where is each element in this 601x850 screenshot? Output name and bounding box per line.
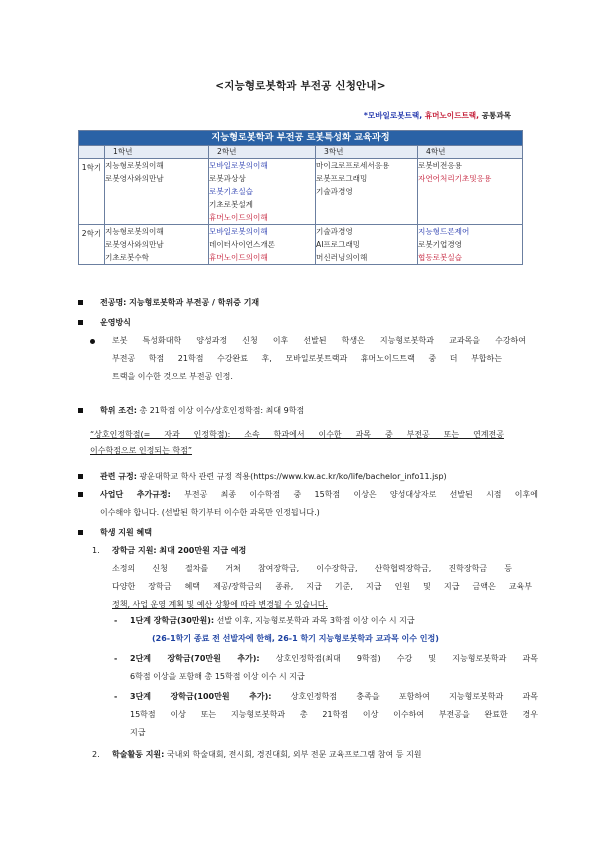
step1-label: 1단계 장학금(30만원): [130,616,215,625]
legend-mobile: *모바일로봇트랙, [363,111,423,120]
course-item: 기술과경영 [316,187,353,196]
course-item: 로봇프로그래밍 [316,174,368,183]
step3-line3: 지급 [130,728,146,737]
course-item: 로봇영사와의만남 [105,174,164,183]
semester-label: 1학기 [79,159,105,225]
course-item: 기술과경영 [316,227,353,236]
course-item: 협동로봇실습 [418,253,463,262]
round-bullet-icon [90,339,95,344]
scholarship-line: 정책, 사업 운영 계획 및 예산 상황에 따라 변경될 수 있습니다. [112,600,328,609]
degree-label: 학위 조건: [100,406,137,415]
support-heading: 학생 지원 혜택 [100,528,152,537]
step2-text: 상호인정학점(최대 9학점) 수강 및 지능형로봇학과 과목 [259,654,538,663]
table-title: 지능형로봇학과 부전공 로봇특성화 교육과정 [79,131,523,146]
dash-bullet-icon: - [114,654,118,663]
legend-humanoid: 휴머노이드트랙, [424,111,479,120]
operation-line: 부전공 학점 21학점 수강완료 후, 모바일로봇트랙과 휴머노이드트랙 중 더 부합하는 [112,354,502,363]
course-cell [105,225,209,265]
step3-label: 3단계 장학금(100만원 추가): [130,692,272,701]
course-item: 자연어처리기초및응용 [418,174,492,183]
extra-text-2: 이수해야 합니다. (선발된 학기부터 이수한 과목만 인정됩니다.) [100,508,320,517]
grade-header: 1학년 [105,146,209,159]
course-item: 지능형드론제어 [418,227,470,236]
activity-number: 2. [92,750,100,759]
rules-text: 광운대학교 학사 관련 규정 적용(https://www.kw.ac.kr/ko/life/bachelor_info11.jsp) [136,472,447,481]
scholarship-title: 장학금 지원: 최대 200만원 지급 예정 [112,546,247,555]
curriculum-table [78,130,523,265]
course-item: 기초로봇설계 [209,200,254,209]
course-item: AI프로그래밍 [316,240,361,249]
semester-row [79,225,523,265]
square-bullet-icon [78,320,83,325]
course-item: 휴머노이드의이해 [209,253,268,262]
activity-label: 학술활동 지원: [112,750,165,759]
course-cell [105,159,209,225]
table-header-row [79,146,523,159]
degree-text: 총 21학점 이상 이수/상호인정학점: 최대 9학점 [136,406,305,415]
semester-label: 2학기 [79,225,105,265]
course-item: 로봇기업경영 [418,240,463,249]
degree-note-line: 이수학점으로 인정되는 학점” [90,446,192,455]
course-cell [316,225,418,265]
course-item: 기초로봇수학 [105,253,150,262]
degree-note-line: “상호인정학점(= 자과 인정학점): 소속 학과에서 이수한 과목 중 부전공 또는 연계전공 [90,430,504,439]
course-cell [209,225,316,265]
grade-header: 4학년 [418,146,523,159]
course-item: 로봇과상상 [209,174,246,183]
rules-label: 관련 규정: [100,472,137,481]
grade-header: 2학년 [209,146,316,159]
course-item: 데이터사이언스개론 [209,240,276,249]
operation-heading: 운영방식 [100,318,131,327]
scholarship-number: 1. [92,546,100,555]
operation-line: 트랙을 이수한 것으로 부전공 인정. [112,372,233,381]
corner-cell [79,146,105,159]
course-item: 마이크로프로세서응용 [316,161,390,170]
track-legend [364,110,511,121]
course-item: 머신러닝의이해 [316,253,368,262]
course-item: 지능형로봇의이해 [105,161,164,170]
dash-bullet-icon: - [114,616,118,625]
step3-line2: 15학점 이상 또는 지능형로봇학과 총 21학점 이상 이수하여 부전공을 완료한 경우 [130,710,538,719]
scholarship-line: 다양한 장학금 혜택 제공/장학금의 종류, 지급 기준, 지급 인원 및 지급 금액은 교육부 [112,582,532,591]
scholarship-line: 소정의 신청 절차를 거쳐 참여장학금, 이수장학금, 산학협력장학금, 진학장학금 등 [112,564,512,573]
grade-header: 3학년 [316,146,418,159]
dash-bullet-icon: - [114,692,118,701]
legend-common: 공통과목 [481,111,511,120]
square-bullet-icon [78,474,83,479]
course-item: 모바일로봇의이해 [209,161,268,170]
course-item: 로봇비전응용 [418,161,463,170]
step1-text: 선발 이후, 지능형로봇학과 과목 3학점 이상 이수 시 지급 [214,616,415,625]
major-text: 전공명: 지능형로봇학과 부전공 / 학위증 기재 [100,298,260,307]
square-bullet-icon [78,492,83,497]
activity-text: 국내외 학술대회, 전시회, 경진대회, 외부 전문 교육프로그램 참여 등 지원 [164,750,422,759]
course-item: 휴머노이드의이해 [209,213,268,222]
course-item: 로봇영사와의만남 [105,240,164,249]
semester-row [79,159,523,225]
step2-line2: 6학점 이상을 포함해 총 15학점 이상 이수 시 지급 [130,672,305,681]
course-item: 모바일로봇의이해 [209,227,268,236]
course-cell [418,159,523,225]
square-bullet-icon [78,408,83,413]
course-cell [316,159,418,225]
course-item: 지능형로봇의이해 [105,227,164,236]
square-bullet-icon [78,300,83,305]
course-item: 로봇기초실습 [209,187,254,196]
step2-label: 2단계 장학금(70만원 추가): [130,654,260,663]
step3-text: 상호인정학점 충족을 포함하여 지능형로봇학과 과목 [271,692,538,701]
operation-line: 로봇 특성화대학 양성과정 신청 이후 선발된 학생은 지능형로봇학과 교과목을 수강하여 [112,336,526,345]
extra-text: 부전공 최종 이수학점 중 15학점 이상은 양성대상자로 선발된 시점 이후에 [170,490,538,499]
course-cell [209,159,316,225]
extra-label: 사업단 추가규정: [100,490,171,499]
course-cell [418,225,523,265]
square-bullet-icon [78,530,83,535]
page-title: <지능형로봇학과 부전공 신청안내> [215,80,386,92]
step1-note: (26-1학기 종료 전 선발자에 한해, 26-1 학기 지능형로봇학과 교과목 이수 인정) [152,634,439,643]
